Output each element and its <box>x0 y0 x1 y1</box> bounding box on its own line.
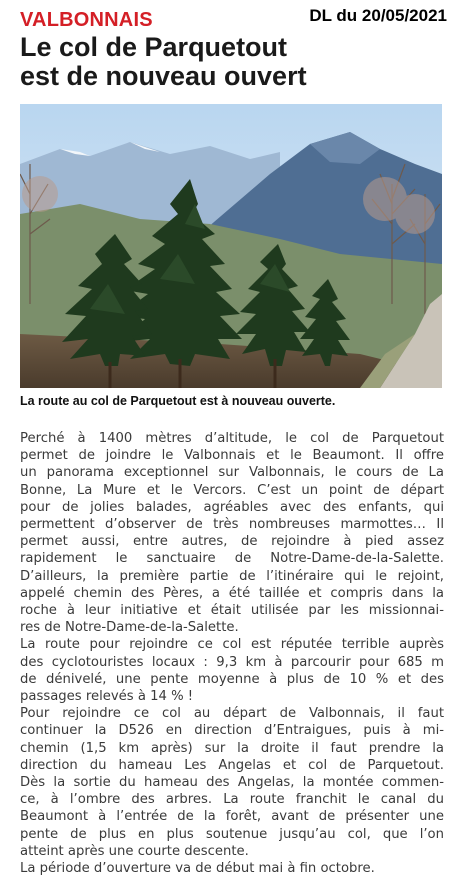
article-line: Pour rejoindre ce col au départ de Valbonnais, il faut <box>20 706 444 722</box>
article-line: ce, à l’ombre des arbres. La route franchit le canal du <box>20 792 444 808</box>
newspaper-source-date: DL du 20/05/2021 <box>309 6 447 25</box>
article-line: direction du hameau Les Angelas et col de Parquetout. <box>20 757 444 773</box>
article-line: appelé chemin des Pères, a été taillée et compris dans la <box>20 585 444 601</box>
photo-illustration <box>20 104 442 388</box>
article-line: La période d’ouverture va de début mai à fin octobre. <box>20 861 375 877</box>
article-line: des cyclotouristes locaux : 9,3 km à parcourir pour 685 m <box>20 654 444 670</box>
article-line: chemin (1,5 km après) sur la droite il faut prendre la <box>20 740 444 756</box>
article-line: rapidement le sanctuaire de Notre-Dame-de-la-Salette. <box>20 551 444 567</box>
section-kicker: VALBONNAIS <box>20 9 153 31</box>
article-line: Dès la sortie du hameau des Angelas, la montée commen- <box>20 775 444 791</box>
article-line: permet de joindre le Valbonnais et le Beaumont. Il offre <box>20 448 444 464</box>
mountain-road-photo <box>20 104 442 388</box>
article-line: Perché à 1400 mètres d’altitude, le col de Parquetout <box>20 431 444 446</box>
article-headline <box>20 33 440 91</box>
article-line: pour de jolies balades, agréables avec des enfants, qui <box>20 499 444 515</box>
article-line: continuer la D526 en direction d’Entraigues, puis à mi- <box>20 723 444 739</box>
article-line: La route pour rejoindre ce col est réputée terrible auprès <box>20 637 444 653</box>
article-line: un panorama exceptionnel sur Valbonnais, le cours de La <box>20 465 444 481</box>
article-line: atteint après une courte descente. <box>20 843 249 859</box>
article-line: passages relevés à 14 % ! <box>20 689 194 705</box>
article-line: res de Notre-Dame-de-la-Salette. <box>20 620 239 636</box>
article-paragraph <box>20 430 444 636</box>
article-line: Bonne, La Mure et le Vercors. C’est un point de départ <box>20 482 444 498</box>
article-line: roche à leur initiative et était utilisée par les missionnai- <box>20 603 444 619</box>
article-paragraph <box>20 705 444 860</box>
article-line: pente de plus en plus soutenue jusqu’au col, que l’on <box>20 826 444 842</box>
article-body <box>20 430 444 877</box>
article-line: Beaumont à l’entrée de la forêt, avant de présenter une <box>20 809 444 825</box>
article-line: permettent d’observer de très nombreuses marmottes… Il <box>20 517 444 533</box>
article-paragraph <box>20 860 444 877</box>
headline-line-2: est de nouveau ouvert <box>20 61 307 91</box>
article-line: permet aussi, entre autres, de rejoindre à pied assez <box>20 534 444 550</box>
article-paragraph <box>20 636 444 705</box>
article-line: D’ailleurs, la première partie de l’itinéraire qui le rejoint, <box>20 568 444 584</box>
photo-caption: La route au col de Parquetout est à nouveau ouverte. <box>20 394 336 408</box>
article-line: de dénivelé, une pente moyenne à plus de 10 % et des <box>20 671 444 687</box>
headline-line-1: Le col de Parquetout <box>20 32 288 62</box>
